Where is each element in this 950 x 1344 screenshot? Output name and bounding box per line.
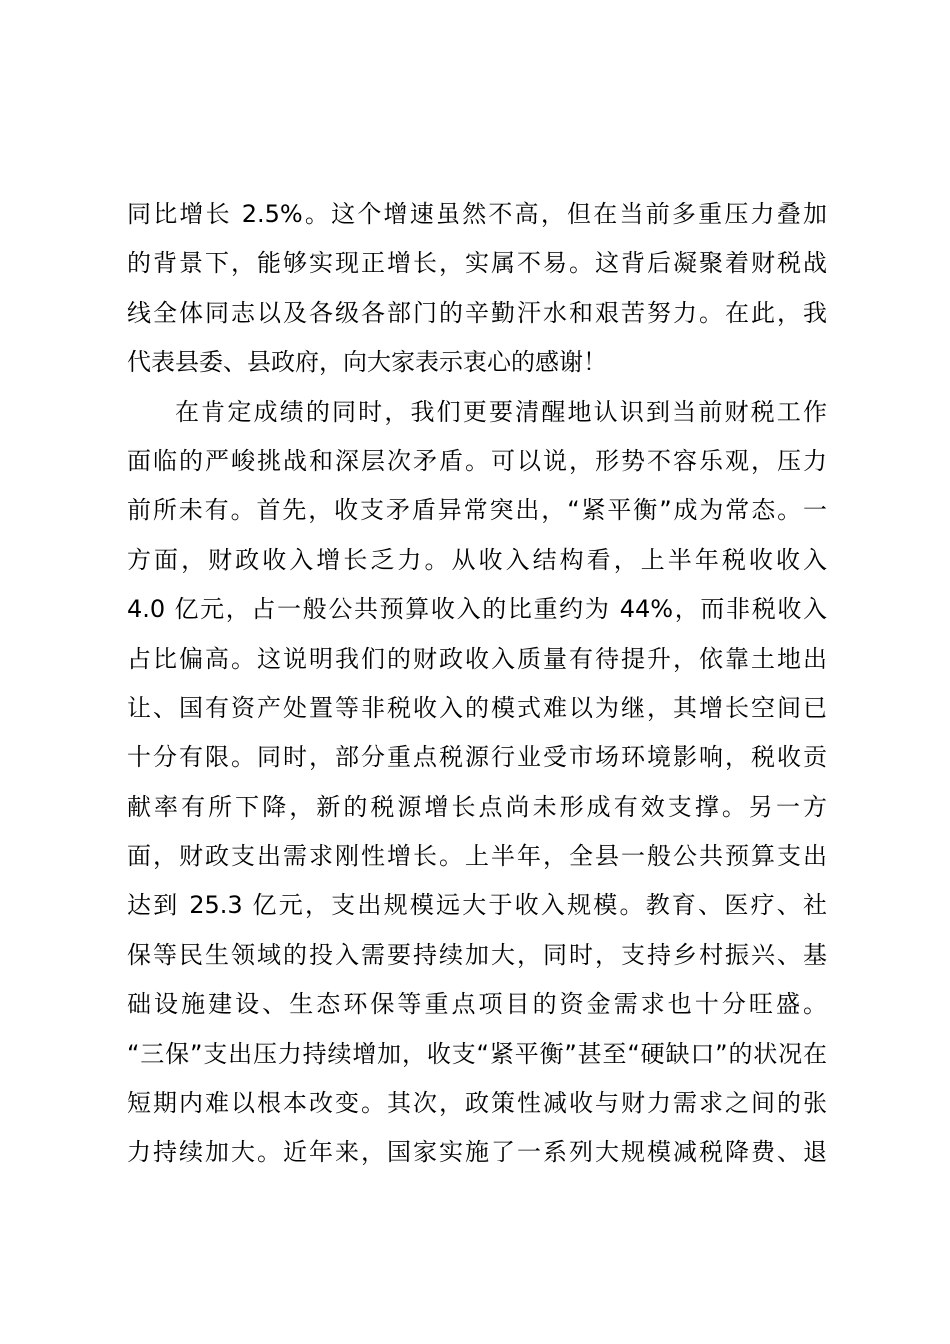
paragraph-2-line-11: 达到 25.3 亿元，支出规模远大于收入规模。教育、医疗、社 (127, 891, 827, 920)
document-body (127, 190, 827, 1178)
paragraph-2-line-14: “三保”支出压力持续增加，收支“紧平衡”甚至“硬缺口”的状况在 (127, 1039, 827, 1068)
paragraph-2-line-3: 前所未有。首先，收支矛盾异常突出，“紧平衡”成为常态。一 (127, 496, 827, 525)
paragraph-2-line-6: 占比偏高。这说明我们的财政收入质量有待提升，依靠土地出 (127, 644, 827, 673)
paragraph-2-line-10: 面，财政支出需求刚性增长。上半年，全县一般公共预算支出 (127, 842, 827, 871)
paragraph-1-line-1: 同比增长 2.5%。这个增速虽然不高，但在当前多重压力叠加 (127, 200, 827, 228)
paragraph-1-line-3: 线全体同志以及各级各部门的辛勤汗水和艰苦努力。在此，我 (127, 298, 827, 327)
paragraph-2-line-4: 方面，财政收入增长乏力。从收入结构看，上半年税收收入 (127, 545, 827, 574)
paragraph-2-line-1: 在肯定成绩的同时，我们更要清醒地认识到当前财税工作 (175, 397, 827, 426)
paragraph-2-line-16: 力持续加大。近年来，国家实施了一系列大规模减税降费、退 (127, 1138, 827, 1167)
paragraph-2-line-15: 短期内难以根本改变。其次，政策性减收与财力需求之间的张 (127, 1089, 827, 1118)
paragraph-2-line-12: 保等民生领域的投入需要持续加大，同时，支持乡村振兴、基 (127, 940, 827, 969)
paragraph-2-line-2: 面临的严峻挑战和深层次矛盾。可以说，形势不容乐观，压力 (127, 446, 827, 475)
paragraph-2-line-13: 础设施建设、生态环保等重点项目的资金需求也十分旺盛。 (127, 990, 827, 1019)
paragraph-2-line-9: 献率有所下降，新的税源增长点尚未形成有效支撑。另一方 (127, 792, 827, 821)
paragraph-2-line-5: 4.0 亿元，占一般公共预算收入的比重约为 44%，而非税收入 (127, 595, 827, 624)
paragraph-2-line-8: 十分有限。同时，部分重点税源行业受市场环境影响，税收贡 (127, 743, 827, 772)
paragraph-2-line-7: 让、国有资产处置等非税收入的模式难以为继，其增长空间已 (127, 693, 827, 722)
paragraph-1-line-4: 代表县委、县政府，向大家表示衷心的感谢！ (127, 348, 607, 377)
paragraph-1-line-2: 的背景下，能够实现正增长，实属不易。这背后凝聚着财税战 (127, 249, 827, 278)
